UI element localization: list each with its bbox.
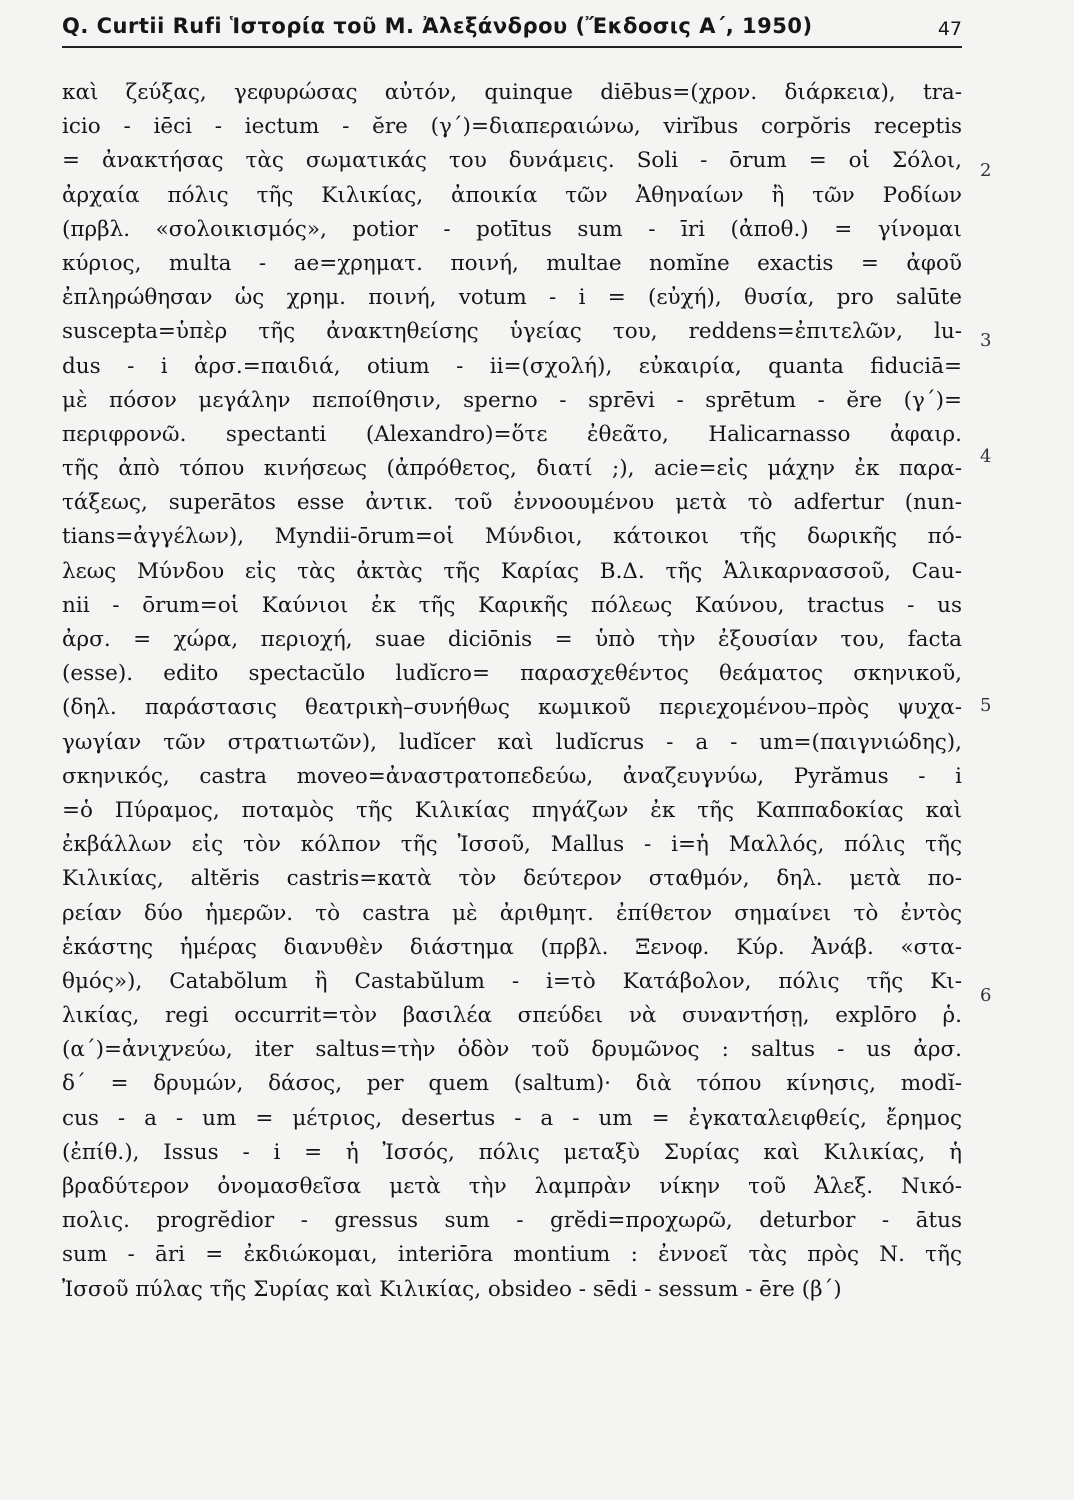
text-line: λικίας, regi occurrit=τὸν βασιλέα σπεύδει νὰ συναντήσῃ, explōro ῥ. [62,1003,962,1029]
margin-section-number: 4 [980,446,992,467]
text-line: καὶ ζεύξας, γεφυρώσας αὐτόν, quinque diēbus=(χρον. διάρκεια), tra- [62,80,962,105]
text-line: tians=ἀγγέλων), Myndii-ōrum=οἱ Μύνδιοι, κάτοικοι τῆς δωρικῆς πό- [62,524,962,550]
running-header [62,6,962,48]
page-number: 47 [937,18,962,40]
text-line: (δηλ. παράστασις θεατρικὴ–συνήθως κωμικοῦ περιεχομένου–πρὸς ψυχα- [62,695,962,721]
text-line: icio - iēci - iectum - ĕre (γ΄)=διαπεραιώνω, virĭbus corpŏris receptis [62,114,962,140]
text-line: ρείαν δύο ἡμερῶν. τὸ castra μὲ ἀριθμητ. ἐπίθετον σημαίνει τὸ ἐντὸς [62,900,962,926]
text-line: ἐπληρώθησαν ὡς χρημ. ποινή, votum - i = (εὐχή), θυσία, pro salūte [62,285,962,311]
text-line: βραδύτερον ὀνομασθεῖσα μετὰ τὴν λαμπρὰν νίκην τοῦ Ἀλεξ. Νικό- [62,1174,962,1199]
text-line: sum - āri = ἐκδιώκομαι, interiōra montium : ἐννοεῖ τὰς πρὸς Ν. τῆς [62,1242,962,1268]
text-line: = ἀνακτήσας τὰς σωματικάς του δυνάμεις. Soli - ōrum = οἱ Σόλοι, [62,148,962,174]
text-line: κύριος, multa - ae=χρηματ. ποινή, multae nomĭne exactis = ἀφοῦ [62,250,962,276]
text-line: (α΄)=ἀνιχνεύω, iter saltus=τὴν ὁδὸν τοῦ δρυμῶνος : saltus - us ἀρσ. [62,1037,962,1063]
text-line: nii - ōrum=οἱ Καύνιοι ἐκ τῆς Καρικῆς πόλεως Καύνου, tractus - us [62,592,962,618]
text-line: ἑκάστης ἡμέρας διανυθὲν διάστημα (πρβλ. Ξενοφ. Κύρ. Ἀνάβ. «στα- [62,934,962,960]
text-line: =ὁ Πύραμος, ποταμὸς τῆς Κιλικίας πηγάζων ἐκ τῆς Καππαδοκίας καὶ [62,797,962,823]
text-line: suscepta=ὑπὲρ τῆς ἀνακτηθείσης ὑγείας του, reddens=ἐπιτελῶν, lu- [62,319,962,345]
text-line: μὲ πόσον μεγάλην πεποίθησιν, sperno - sprēvi - sprētum - ĕre (γ΄)= [62,387,962,413]
text-line: λεως Μύνδου εἰς τὰς ἀκτὰς τῆς Καρίας Β.Δ. τῆς Ἁλικαρνασσοῦ, Cau- [62,558,962,584]
text-line: (ἐπίθ.), Issus - i = ἡ Ἰσσός, πόλις μεταξὺ Συρίας καὶ Κιλικίας, ἡ [62,1139,962,1165]
margin-section-number: 3 [980,330,992,351]
text-line: δ΄ = δρυμών, δάσος, per quem (saltum)· διὰ τόπου κίνησις, modĭ- [62,1071,962,1097]
text-line: Κιλικίας, altĕris castris=κατὰ τὸν δεύτερον σταθμόν, δηλ. μετὰ πο- [62,866,962,892]
text-line: ἀρχαία πόλις τῆς Κιλικίας, ἀποικία τῶν Ἀθηναίων ἢ τῶν Ροδίων [62,182,962,208]
margin-section-number: 6 [980,985,992,1006]
text-line: πολις. progrĕdior - gressus sum - grĕdi=προχωρῶ, deturbor - ātus [62,1208,962,1234]
text-line: (πρβλ. «σολοικισμός», potior - potītus sum - īri (ἀποθ.) = γίνομαι [62,216,962,242]
text-line: γωγίαν τῶν στρατιωτῶν), ludĭcer καὶ ludĭcrus - a - um=(παιγνιώδης), [62,729,962,755]
text-line: περιφρονῶ. spectanti (Alexandro)=ὅτε ἐθεᾶτο, Halicarnasso ἀφαιρ. [62,421,962,447]
text-line: τάξεως, superātos esse ἀντικ. τοῦ ἐννοουμένου μετὰ τὸ adfertur (nun- [62,490,962,516]
margin-section-number: 2 [980,160,992,181]
text-line: θμός»), Catabŏlum ἢ Castabŭlum - i=τὸ Κατάβολον, πόλις τῆς Κι- [62,968,962,994]
header-title: Q. Curtii Rufi Ἱστορία τοῦ Μ. Ἀλεξάνδρου (Ἔκδοσις Α΄, 1950) [62,14,813,38]
margin-section-number: 5 [980,695,992,716]
text-line: τῆς ἀπὸ τόπου κινήσεως (ἀπρόθετος, διατί ;), acie=εἰς μάχην ἐκ παρα- [62,456,962,482]
text-line: ἀρσ. = χώρα, περιοχή, suae diciōnis = ὑπὸ τὴν ἐξουσίαν του, facta [62,627,962,652]
text-line: (esse). edito spectacŭlo ludĭcro= παρασχεθέντος θεάματος σκηνικοῦ, [62,661,962,687]
text-line: dus - i ἀρσ.=παιδιά, otium - ii=(σχολή), εὐκαιρία, quanta fiduciā= [62,353,962,379]
text-line: Ἰσσοῦ πύλας τῆς Συρίας καὶ Κιλικίας, obsideo - sēdi - sessum - ēre (β΄) [62,1276,842,1302]
text-line: cus - a - um = μέτριος, desertus - a - um = ἐγκαταλειφθείς, ἔρημος [62,1105,962,1131]
text-line: ἐκβάλλων εἰς τὸν κόλπον τῆς Ἰσσοῦ, Mallus - i=ἡ Μαλλός, πόλις τῆς [62,832,962,858]
commentary-text [62,76,962,1307]
text-line: σκηνικός, castra moveo=ἀναστρατοπεδεύω, ἀναζευγνύω, Pyrămus - i [62,763,962,789]
